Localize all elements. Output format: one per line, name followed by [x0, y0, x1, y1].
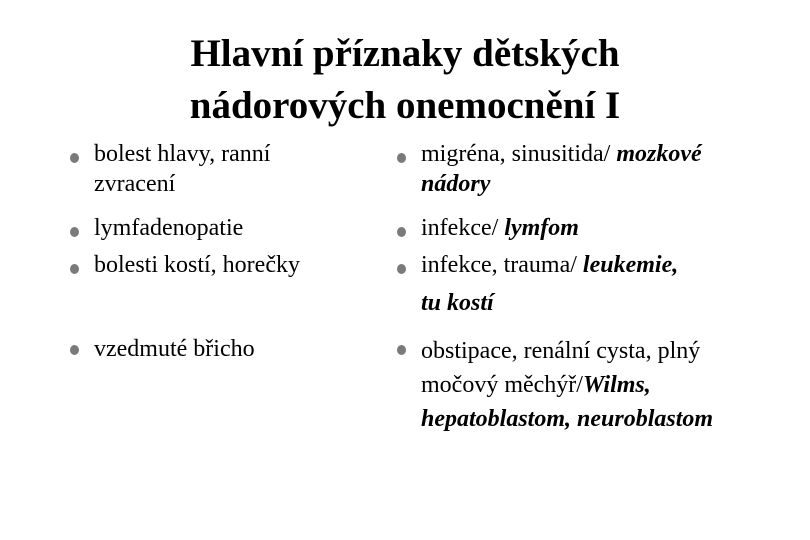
right-item-2-plain: infekce/: [421, 215, 505, 241]
round-bullet-icon: [397, 264, 406, 274]
round-bullet-icon: [70, 264, 79, 274]
right-item-4-line-3: [421, 402, 713, 436]
right-item-4-em-3: hepatoblastom, neuroblastom: [421, 406, 714, 432]
left-item-1-line-2: zvracení: [94, 171, 176, 197]
title-line-2: nádorových onemocnění I: [189, 84, 621, 127]
left-item-4-line-1: vzedmuté břicho: [94, 336, 255, 362]
right-item-1-line-1: [421, 139, 702, 169]
round-bullet-icon: [70, 345, 79, 355]
right-item-1-line-2: [421, 169, 702, 199]
right-item-1-em-2: nádory: [421, 171, 491, 197]
right-item-3-em-2: tu kostí: [421, 290, 494, 316]
right-item-3-em: leukemie,: [582, 252, 679, 278]
list-item: [94, 213, 243, 243]
round-bullet-icon: [70, 227, 79, 237]
round-bullet-icon: [70, 153, 79, 163]
right-item-3-line-2: [421, 280, 678, 326]
round-bullet-icon: [397, 345, 406, 355]
right-item-3-plain: infekce, trauma/: [421, 252, 583, 278]
right-item-4-line-2: [421, 368, 713, 402]
list-item: [421, 250, 678, 326]
left-item-2-line-1: lymfadenopatie: [94, 215, 244, 241]
left-item-3-line-1: bolesti kostí, horečky: [94, 252, 300, 278]
right-item-4-line-1: obstipace, renální cysta, plný: [421, 338, 701, 364]
right-item-3-line-1: [421, 250, 678, 280]
list-item: [94, 334, 255, 364]
round-bullet-icon: [397, 153, 406, 163]
list-item: [94, 250, 300, 280]
right-item-1-em: mozkové: [616, 141, 702, 167]
right-item-1-plain: migréna, sinusitida/: [421, 141, 617, 167]
right-item-2-em: lymfom: [504, 215, 579, 241]
right-item-2-line-1: [421, 213, 579, 243]
list-item: [421, 213, 579, 243]
right-item-4-em-2: Wilms,: [582, 372, 651, 398]
slide-title: [0, 28, 810, 132]
left-item-1-line-1: bolest hlavy, ranní: [94, 141, 271, 167]
list-item: [94, 139, 270, 199]
list-item: [421, 139, 702, 199]
list-item: [421, 334, 713, 436]
right-item-4-plain-2: močový měchýř/: [421, 372, 583, 398]
round-bullet-icon: [397, 227, 406, 237]
title-line-1: Hlavní příznaky dětských: [190, 32, 620, 75]
